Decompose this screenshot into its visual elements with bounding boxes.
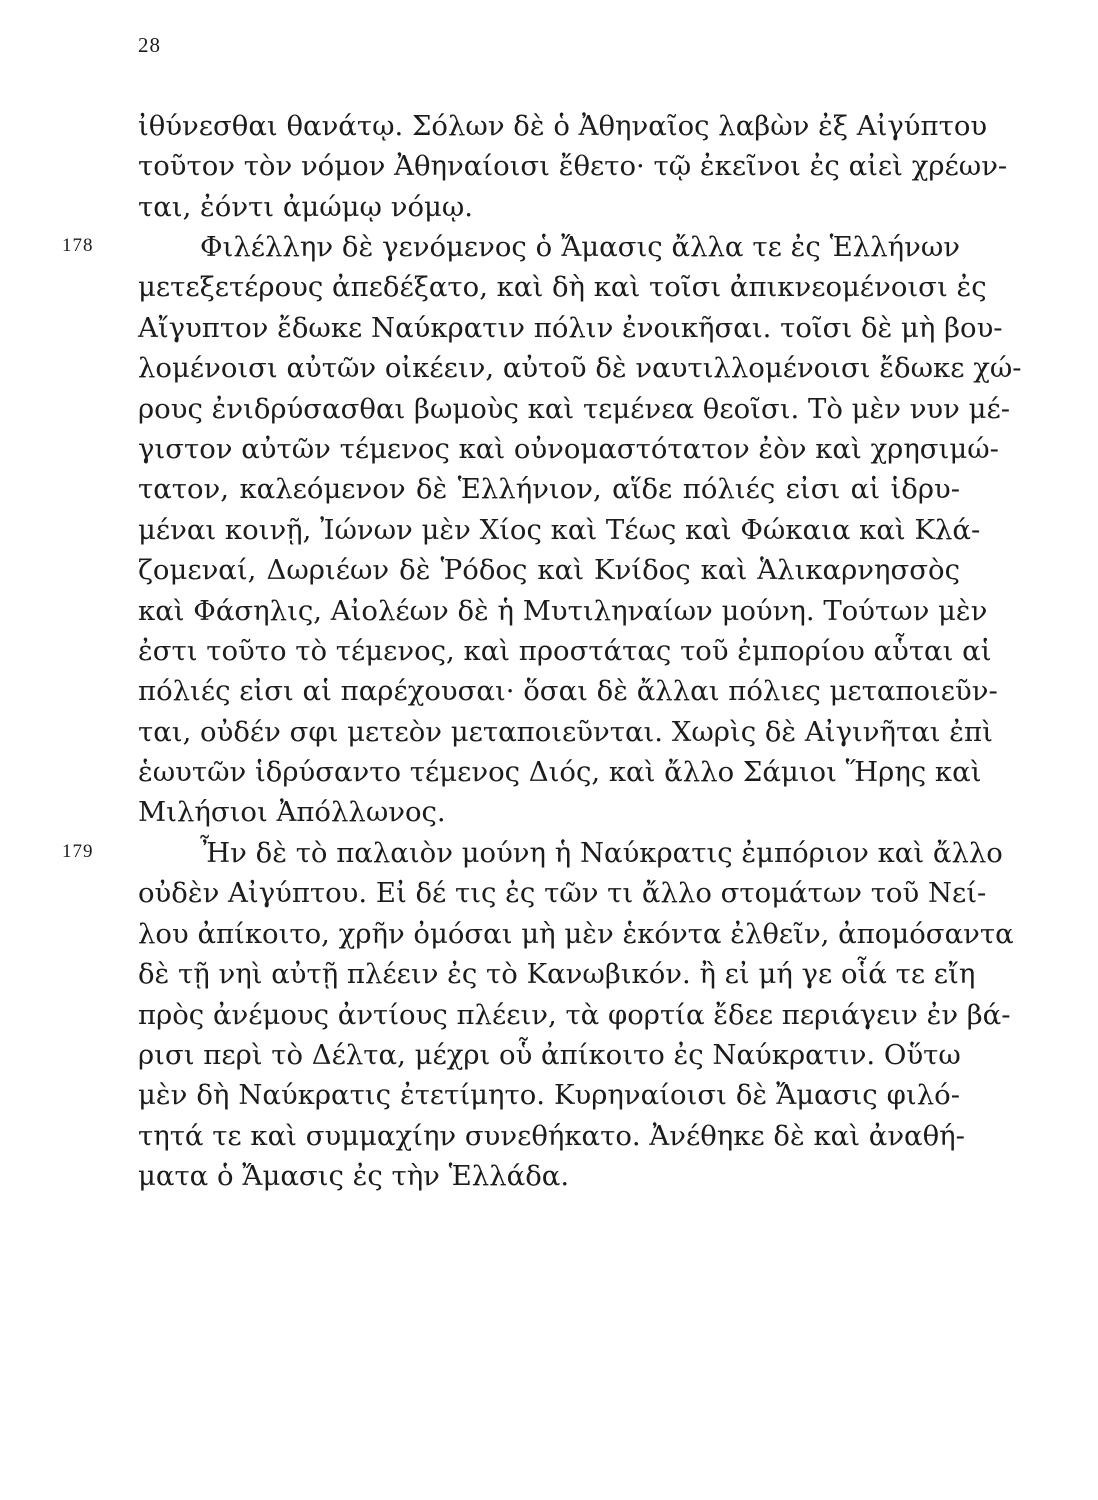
text-line: γιστον αὐτῶν τέμενος καὶ οὐνομαστότατον ἐὸν καὶ χρησιμώ- — [138, 432, 999, 465]
section-number-179: 179 — [62, 841, 94, 862]
text-line: ρους ἐνιδρύσασθαι βωμοὺς καὶ τεμένεα θεοῖσι. Τὸ μὲν νυν μέ- — [138, 392, 1011, 425]
text-line: λομένοισι αὐτῶν οἰκέειν, αὐτοῦ δὲ ναυτιλλομένοισι ἔδωκε χώ- — [138, 352, 1022, 385]
text-line: ἑωυτῶν ἱδρύσαντο τέμενος Διός, καὶ ἄλλο Σάμιοι Ἥρης καὶ — [138, 756, 982, 789]
text-line: πόλιές εἰσι αἱ παρέχουσαι· ὅσαι δὲ ἄλλαι πόλιες μεταποιεῦν- — [138, 675, 998, 708]
text-line: ματα ὁ Ἄμασις ἐς τὴν Ἑλλάδα. — [138, 1160, 570, 1193]
text-line: Ἦν δὲ τὸ παλαιὸν μούνη ἡ Ναύκρατις ἐμπόριον καὶ ἄλλο — [200, 837, 1003, 869]
text-line: πρὸς ἀνέμους ἀντίους πλέειν, τὰ φορτία ἔδεε περιάγειν ἐν βά- — [138, 998, 1011, 1031]
text-line: ζομεναί, Δωριέων δὲ Ῥόδος καὶ Κνίδος καὶ Ἁλικαρνησσὸς — [138, 554, 960, 587]
text-line: τατον, καλεόμενον δὲ Ἑλλήνιον, αἵδε πόλιές εἰσι αἱ ἱδρυ- — [138, 473, 960, 506]
text-line: καὶ Φάσηλις, Αἰολέων δὲ ἡ Μυτιληναίων μούνη. Τούτων μὲν — [138, 594, 988, 627]
text-line: ρισι περὶ τὸ Δέλτα, μέχρι οὗ ἀπίκοιτο ἐς Ναύκρατιν. Οὕτω — [138, 1038, 961, 1071]
text-line: μὲν δὴ Ναύκρατις ἐτετίμητο. Κυρηναίοισι δὲ Ἄμασις φιλό- — [138, 1079, 960, 1112]
section-number-178: 178 — [62, 235, 94, 256]
text-line: λου ἀπίκοιτο, χρῆν ὀμόσαι μὴ μὲν ἑκόντα ἐλθεῖν, ἀπομόσαντα — [138, 917, 1014, 950]
text-line: οὐδὲν Αἰγύπτου. Εἰ δέ τις ἐς τῶν τι ἄλλο στομάτων τοῦ Νεί- — [138, 877, 987, 910]
text-line: Αἴγυπτον ἔδωκε Ναύκρατιν πόλιν ἐνοικῆσαι. τοῖσι δὲ μὴ βου- — [138, 311, 1003, 344]
text-line: Μιλήσιοι Ἀπόλλωνος. — [138, 796, 446, 829]
text-line: μετεξετέρους ἀπεδέξατο, καὶ δὴ καὶ τοῖσι ἀπικνεομένοισι ἐς — [138, 271, 987, 304]
paragraph-179 — [138, 833, 1014, 1197]
text-line: Φιλέλλην δὲ γενόμενος ὁ Ἄμασις ἄλλα τε ἐς Ἑλλήνων — [200, 231, 960, 263]
intro-paragraph — [138, 106, 1008, 227]
text-line: τοῦτον τὸν νόμον Ἀθηναίοισι ἔθετο· τῷ ἐκεῖνοι ἐς αἰεὶ χρέων- — [138, 150, 1008, 183]
paragraph-178 — [138, 227, 1022, 833]
page-number: 28 — [138, 33, 161, 57]
text-line: δὲ τῇ νηὶ αὐτῇ πλέειν ἐς τὸ Κανωβικόν. ἢ εἰ μή γε οἷά τε εἴη — [138, 958, 976, 991]
text-line: ται, ἐόντι ἀμώμῳ νόμῳ. — [138, 190, 474, 223]
text-line: τητά τε καὶ συμμαχίην συνεθήκατο. Ἀνέθηκε δὲ καὶ ἀναθή- — [138, 1119, 965, 1152]
text-line: ἐστι τοῦτο τὸ τέμενος, καὶ προστάτας τοῦ ἐμπορίου αὗται αἱ — [138, 634, 992, 667]
text-line: ἰθύνεσθαι θανάτῳ. Σόλων δὲ ὁ Ἀθηναῖος λαβὼν ἐξ Αἰγύπτου — [138, 110, 988, 142]
text-line: ται, οὐδέν σφι μετεὸν μεταποιεῦνται. Χωρὶς δὲ Αἰγινῆται ἐπὶ — [138, 715, 993, 748]
text-line: μέναι κοινῇ, Ἰώνων μὲν Χίος καὶ Τέως καὶ Φώκαια καὶ Κλά- — [138, 513, 981, 546]
